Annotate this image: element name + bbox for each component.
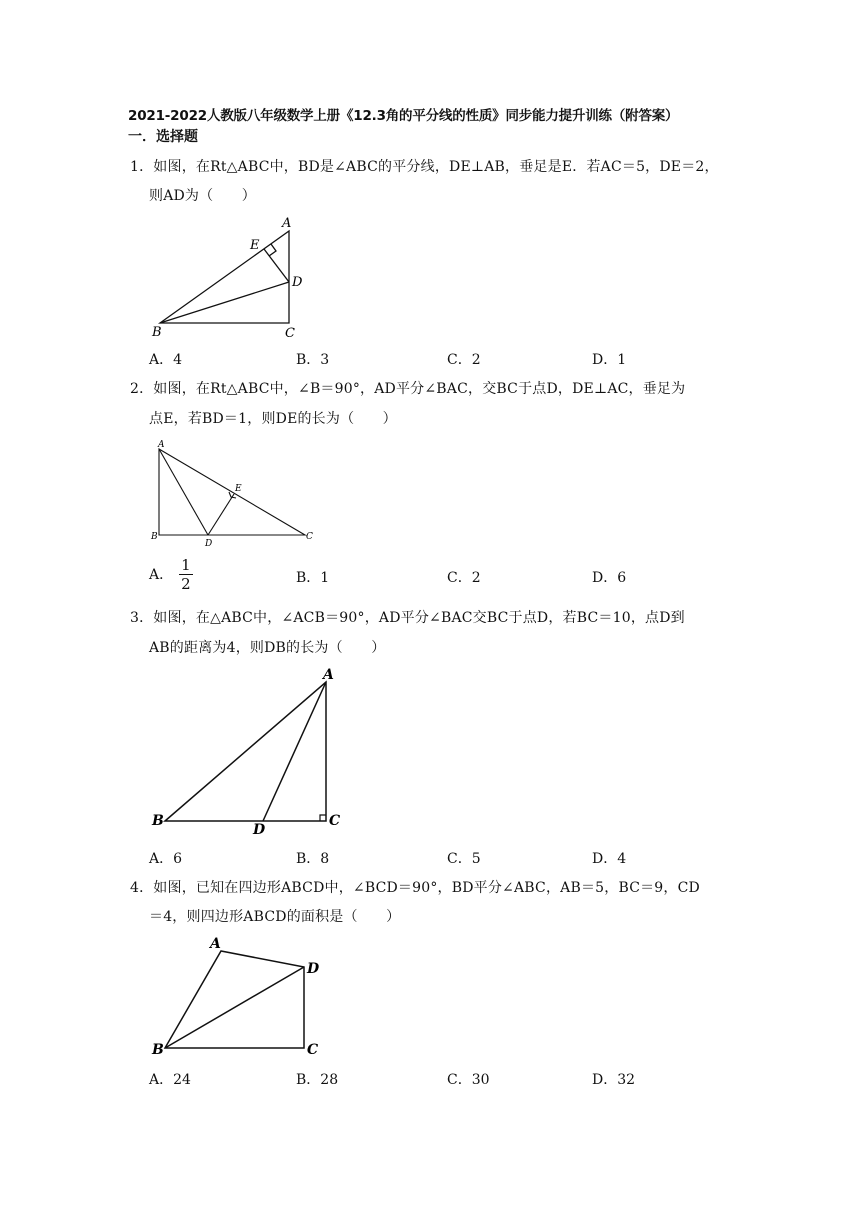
question-4-line-1: 4．如图，已知在四边形ABCD中，∠BCD＝90°，BD平分∠ABC，AB＝5，BC＝9，CD bbox=[130, 880, 700, 896]
question-2-line-2: 点E，若BD＝1，则DE的长为（ ） bbox=[149, 411, 397, 427]
question-4-option-a[interactable]: A．24 bbox=[149, 1072, 191, 1088]
fig2-label-b: B bbox=[151, 532, 158, 542]
question-1-line-1: 1．如图，在Rt△ABC中，BD是∠ABC的平分线，DE⊥AB，垂足是E．若AC＝5，DE＝2， bbox=[130, 159, 719, 175]
fig4-label-d: D bbox=[307, 961, 320, 977]
question-2-option-a-label: A． bbox=[149, 567, 174, 583]
fig3-label-b: B bbox=[152, 813, 164, 829]
page-title: 2021-2022人教版八年级数学上册《12.3角的平分线的性质》同步能力提升训练（附答案） bbox=[128, 108, 679, 124]
fig1-label-d: D bbox=[292, 275, 303, 290]
question-2-option-a[interactable] bbox=[149, 558, 193, 592]
question-1-figure bbox=[140, 210, 320, 344]
question-2-figure bbox=[145, 436, 325, 550]
section-heading: 一．选择题 bbox=[128, 129, 198, 145]
question-1-option-a[interactable]: A．4 bbox=[149, 352, 183, 368]
fraction-denominator: 2 bbox=[181, 575, 191, 593]
fig1-label-a: A bbox=[282, 216, 292, 231]
fig4-label-c: C bbox=[307, 1042, 319, 1058]
question-4-option-d[interactable]: D．32 bbox=[592, 1072, 636, 1088]
fig3-label-d: D bbox=[253, 822, 266, 838]
question-2-line-1: 2．如图，在Rt△ABC中，∠B＝90°，AD平分∠BAC，交BC于点D，DE⊥AC，垂足为 bbox=[130, 381, 686, 397]
question-4-line-2: ＝4，则四边形ABCD的面积是（ ） bbox=[149, 909, 401, 925]
question-3-line-2: AB的距离为4，则DB的长为（ ） bbox=[149, 640, 386, 656]
question-3-line-1: 3．如图，在△ABC中，∠ACB＝90°，AD平分∠BAC交BC于点D，若BC＝10，点D到 bbox=[130, 610, 685, 626]
fig1-label-c: C bbox=[285, 326, 295, 341]
fig2-label-d: D bbox=[205, 539, 213, 549]
fig2-label-c: C bbox=[306, 532, 313, 542]
fraction-one-half bbox=[179, 558, 193, 592]
question-3-option-b[interactable]: B．8 bbox=[296, 851, 330, 867]
question-4-option-b[interactable]: B．28 bbox=[296, 1072, 339, 1088]
question-1-option-d[interactable]: D．1 bbox=[592, 352, 627, 368]
question-1-line-2: 则AD为（ ） bbox=[149, 188, 256, 204]
fig4-label-b: B bbox=[152, 1042, 164, 1058]
fig1-label-e: E bbox=[250, 238, 260, 253]
question-2-option-b[interactable]: B．1 bbox=[296, 570, 330, 586]
fraction-numerator: 1 bbox=[181, 556, 191, 574]
question-3-option-c[interactable]: C．5 bbox=[447, 851, 481, 867]
question-2-option-d[interactable]: D．6 bbox=[592, 570, 627, 586]
question-2-option-c[interactable]: C．2 bbox=[447, 570, 481, 586]
fig3-label-c: C bbox=[329, 813, 341, 829]
question-1-option-c[interactable]: C．2 bbox=[447, 352, 481, 368]
fig2-label-a: A bbox=[158, 440, 165, 450]
question-4-option-c[interactable]: C．30 bbox=[447, 1072, 490, 1088]
question-3-option-d[interactable]: D．4 bbox=[592, 851, 627, 867]
question-4-figure bbox=[145, 932, 335, 1062]
fig1-label-b: B bbox=[152, 325, 162, 340]
question-3-figure bbox=[145, 664, 355, 839]
question-3-option-a[interactable]: A．6 bbox=[149, 851, 183, 867]
fig3-label-a: A bbox=[323, 667, 334, 683]
question-1-option-b[interactable]: B．3 bbox=[296, 352, 330, 368]
fig2-label-e: E bbox=[235, 484, 242, 494]
fig4-label-a: A bbox=[210, 936, 221, 952]
